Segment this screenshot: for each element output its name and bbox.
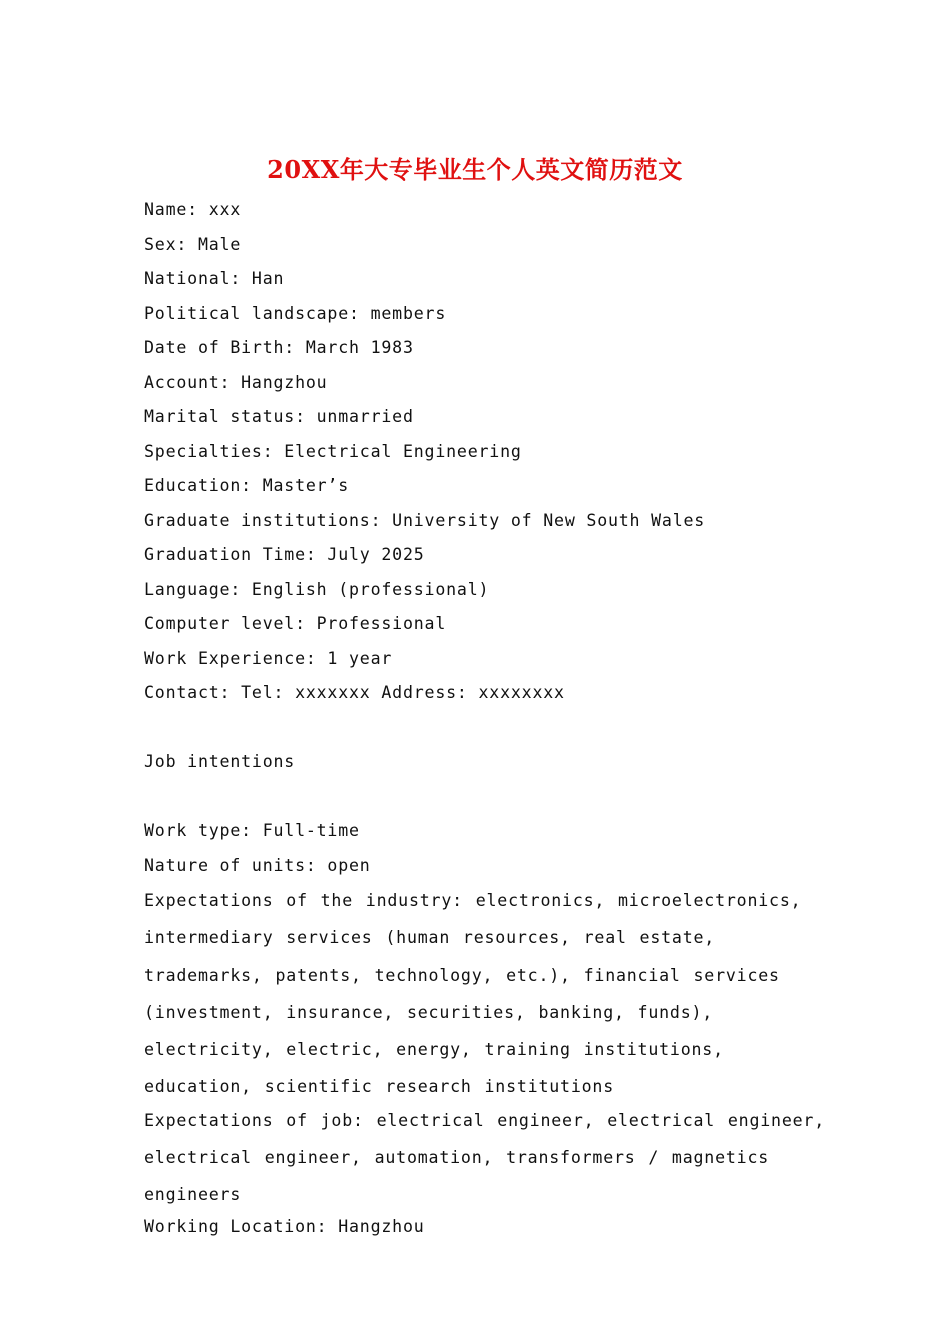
profile-language: Language: English (professional) <box>144 579 490 599</box>
resume-body <box>144 196 834 1247</box>
job-working-location: Working Location: Hangzhou <box>144 1216 425 1236</box>
job-work-type: Work type: Full-time <box>144 821 360 840</box>
profile-work-experience: Work Experience: 1 year <box>144 648 393 668</box>
document-title: 20XX年大专毕业生个人英文简历范文 <box>267 155 683 184</box>
profile-nationality: National: Han <box>144 269 285 288</box>
profile-political: Political landscape: members <box>144 303 447 323</box>
profile-education: Education: Master’s <box>144 476 350 495</box>
profile-specialties: Specialties: Electrical Engineering <box>144 441 522 461</box>
profile-account: Account: Hangzhou <box>144 372 328 392</box>
spacer <box>144 714 834 749</box>
profile-contact: Contact: Tel: xxxxxxx Address: xxxxxxxx <box>144 683 565 702</box>
spacer <box>144 783 834 818</box>
job-position-expectations: Expectations of job: electrical engineer, electrical engineer, electrical engineer, automation, transformers / magnetics engineers <box>144 1110 825 1205</box>
job-nature-of-units: Nature of units: open <box>144 855 371 875</box>
profile-institution: Graduate institutions: University of New South Wales <box>144 510 706 530</box>
job-industry-expectations: Expectations of the industry: electronics, microelectronics, intermediary services (human resources, real estate, trademarks, patents, technology, etc.), financial services (investment, insurance, securities, banking, funds), electricity, electric, energy, training institutions, education, scientific research institutions <box>144 891 802 1097</box>
profile-birth-date: Date of Birth: March 1983 <box>144 338 414 357</box>
profile-graduation-time: Graduation Time: July 2025 <box>144 545 425 564</box>
profile-name: Name: xxx <box>144 200 242 219</box>
profile-sex: Sex: Male <box>144 234 242 254</box>
profile-marital-status: Marital status: unmarried <box>144 407 414 426</box>
section-heading-job-intentions: Job intentions <box>144 752 296 771</box>
profile-computer-level: Computer level: Professional <box>144 614 447 633</box>
